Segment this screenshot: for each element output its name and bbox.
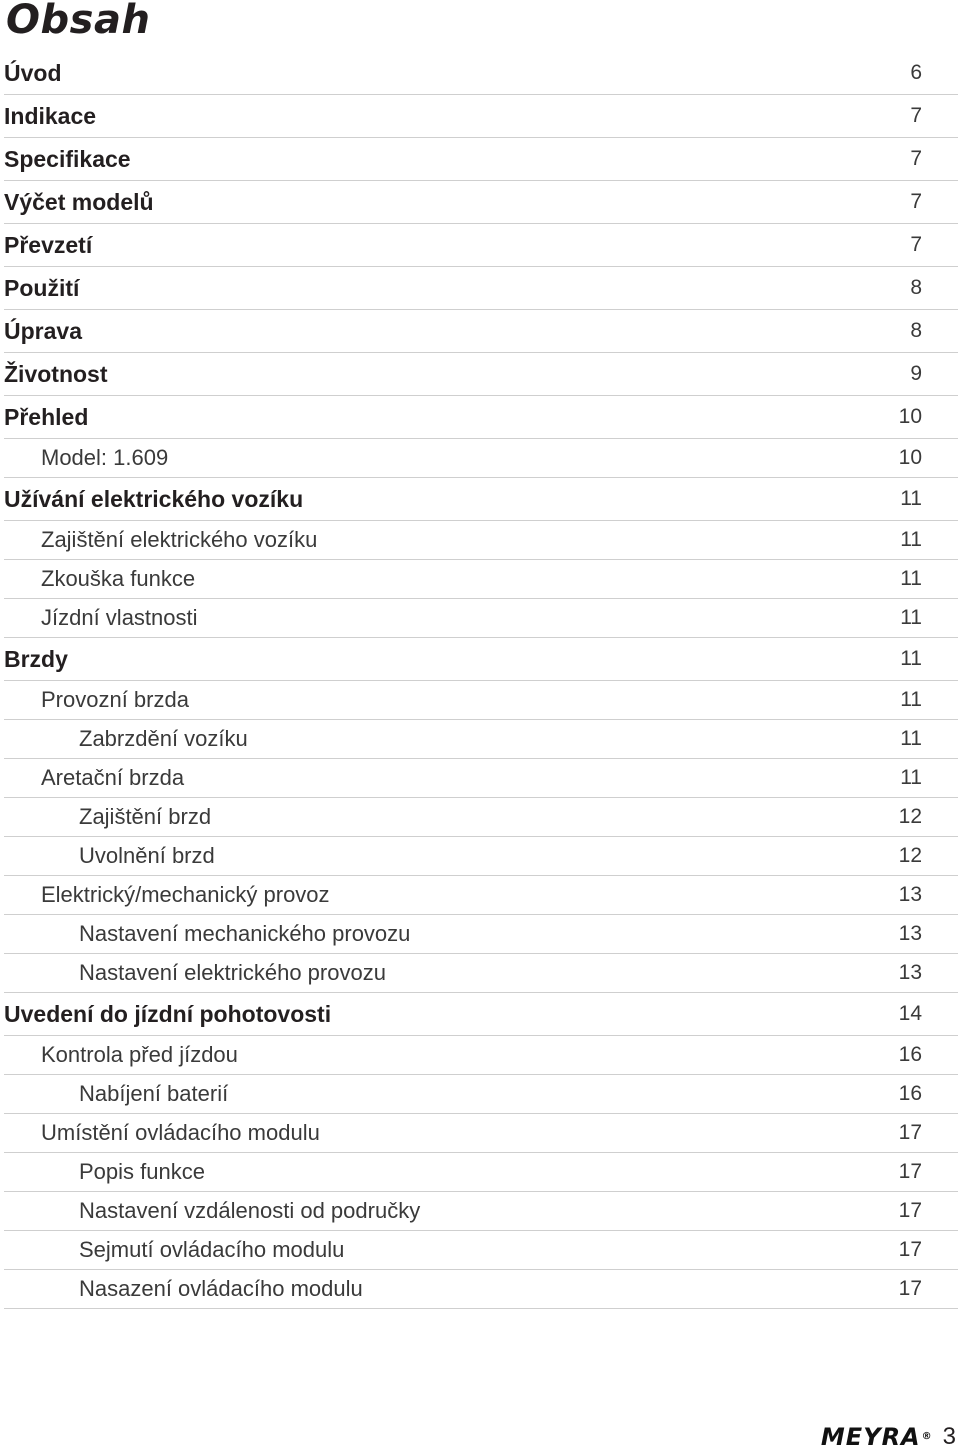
- toc-entry-label: Životnost: [4, 360, 108, 387]
- toc-entry-page: 17: [898, 1160, 922, 1183]
- toc-entry-page: 17: [898, 1238, 922, 1261]
- toc-entry[interactable]: [4, 1192, 958, 1231]
- toc-entry[interactable]: [4, 353, 958, 396]
- toc-entry-page: 11: [900, 528, 922, 551]
- toc-entry-page: 11: [900, 688, 922, 711]
- toc-entry-page: 11: [900, 487, 922, 510]
- toc-entry-label: Kontrola před jízdou: [41, 1042, 238, 1067]
- toc-entry-label: Uvedení do jízdní pohotovosti: [4, 1000, 332, 1027]
- toc-entry-page: 7: [910, 190, 922, 213]
- toc-entry[interactable]: [4, 759, 958, 798]
- toc-entry-label: Užívání elektrického vozíku: [4, 485, 304, 512]
- toc-entry-label: Model: 1.609: [41, 445, 169, 470]
- registered-mark: ®: [921, 1431, 933, 1442]
- toc-entry-page: 13: [898, 961, 922, 984]
- toc-entry[interactable]: [4, 478, 958, 521]
- toc-entry-page: 17: [898, 1121, 922, 1144]
- toc-entry[interactable]: [4, 798, 958, 837]
- toc-entry[interactable]: [4, 1231, 958, 1270]
- toc-entry[interactable]: [4, 876, 958, 915]
- toc-entry-page: 9: [910, 362, 922, 385]
- toc-entry[interactable]: [4, 224, 958, 267]
- toc-entry-label: Převzetí: [4, 231, 93, 258]
- toc-entry-page: 11: [900, 727, 922, 750]
- toc-entry[interactable]: [4, 681, 958, 720]
- toc-entry[interactable]: [4, 1153, 958, 1192]
- toc-entry[interactable]: [4, 993, 958, 1036]
- toc-entry-page: 7: [910, 233, 922, 256]
- toc-entry-label: Specifikace: [4, 145, 131, 172]
- toc-entry-page: 12: [898, 805, 922, 828]
- toc-entry-label: Úvod: [4, 59, 62, 86]
- toc-entry-page: 11: [900, 606, 922, 629]
- toc-entry-page: 10: [898, 405, 922, 428]
- toc-entry[interactable]: [4, 954, 958, 993]
- toc-entry-page: 16: [898, 1043, 922, 1066]
- toc-entry-page: 11: [900, 766, 922, 789]
- toc-entry-label: Nastavení vzdálenosti od područky: [79, 1198, 421, 1223]
- toc-entry-label: Výčet modelů: [4, 188, 154, 215]
- meyra-logo: MEYRA®: [820, 1423, 933, 1451]
- toc-entry-label: Přehled: [4, 403, 89, 430]
- toc-entry-page: 12: [898, 844, 922, 867]
- toc-entry[interactable]: [4, 1114, 958, 1153]
- page-number: 3: [942, 1423, 956, 1450]
- toc-entry[interactable]: [4, 1036, 958, 1075]
- toc-entry-label: Umístění ovládacího modulu: [41, 1120, 320, 1145]
- toc-entry-page: 10: [898, 446, 922, 469]
- toc-entry-label: Aretační brzda: [41, 765, 185, 790]
- toc-entry-label: Brzdy: [4, 645, 68, 672]
- toc-entry-label: Nastavení elektrického provozu: [79, 960, 386, 985]
- toc-entry[interactable]: [4, 638, 958, 681]
- toc-entry-label: Nabíjení baterií: [79, 1081, 229, 1106]
- toc-entry[interactable]: [4, 396, 958, 439]
- toc-entry[interactable]: [4, 439, 958, 478]
- toc-entry-page: 6: [910, 61, 922, 84]
- toc-entry-page: 11: [900, 647, 922, 670]
- toc-entry-page: 13: [898, 883, 922, 906]
- toc-entry[interactable]: [4, 521, 958, 560]
- toc-entry-label: Zkouška funkce: [41, 566, 196, 591]
- toc-entry[interactable]: [4, 560, 958, 599]
- toc-entry-page: 8: [910, 319, 922, 342]
- toc-entry-label: Nasazení ovládacího modulu: [79, 1276, 363, 1301]
- table-of-contents: [4, 52, 958, 1309]
- toc-entry-page: 17: [898, 1277, 922, 1300]
- toc-entry[interactable]: [4, 1075, 958, 1114]
- toc-entry[interactable]: [4, 599, 958, 638]
- toc-entry-label: Indikace: [4, 102, 97, 129]
- toc-entry-label: Použití: [4, 274, 80, 301]
- toc-entry-page: 13: [898, 922, 922, 945]
- toc-entry-page: 8: [910, 276, 922, 299]
- toc-entry-label: Uvolnění brzd: [79, 843, 215, 868]
- toc-entry[interactable]: [4, 915, 958, 954]
- toc-entry-label: Provozní brzda: [41, 687, 189, 712]
- toc-entry-label: Popis funkce: [79, 1159, 205, 1184]
- toc-entry-page: 17: [898, 1199, 922, 1222]
- toc-entry[interactable]: [4, 52, 958, 95]
- toc-entry[interactable]: [4, 181, 958, 224]
- toc-entry-label: Elektrický/mechanický provoz: [41, 882, 330, 907]
- toc-entry-label: Úprava: [4, 317, 82, 344]
- toc-entry-label: Jízdní vlastnosti: [41, 605, 198, 630]
- toc-entry[interactable]: [4, 95, 958, 138]
- toc-entry[interactable]: [4, 138, 958, 181]
- toc-entry-label: Nastavení mechanického provozu: [79, 921, 411, 946]
- toc-entry-label: Sejmutí ovládacího modulu: [79, 1237, 345, 1262]
- toc-entry-page: 16: [898, 1082, 922, 1105]
- toc-entry-page: 7: [910, 104, 922, 127]
- toc-entry-page: 11: [900, 567, 922, 590]
- toc-entry[interactable]: [4, 1270, 958, 1309]
- toc-entry-label: Zajištění brzd: [79, 804, 212, 829]
- toc-entry-label: Zajištění elektrického vozíku: [41, 527, 318, 552]
- toc-entry-page: 7: [910, 147, 922, 170]
- toc-entry[interactable]: [4, 837, 958, 876]
- page-title: Obsah: [6, 0, 151, 43]
- toc-entry[interactable]: [4, 267, 958, 310]
- toc-entry-page: 14: [898, 1002, 922, 1025]
- page-footer: [821, 1425, 956, 1449]
- toc-entry[interactable]: [4, 310, 958, 353]
- toc-entry[interactable]: [4, 720, 958, 759]
- toc-entry-label: Zabrzdění vozíku: [79, 726, 248, 751]
